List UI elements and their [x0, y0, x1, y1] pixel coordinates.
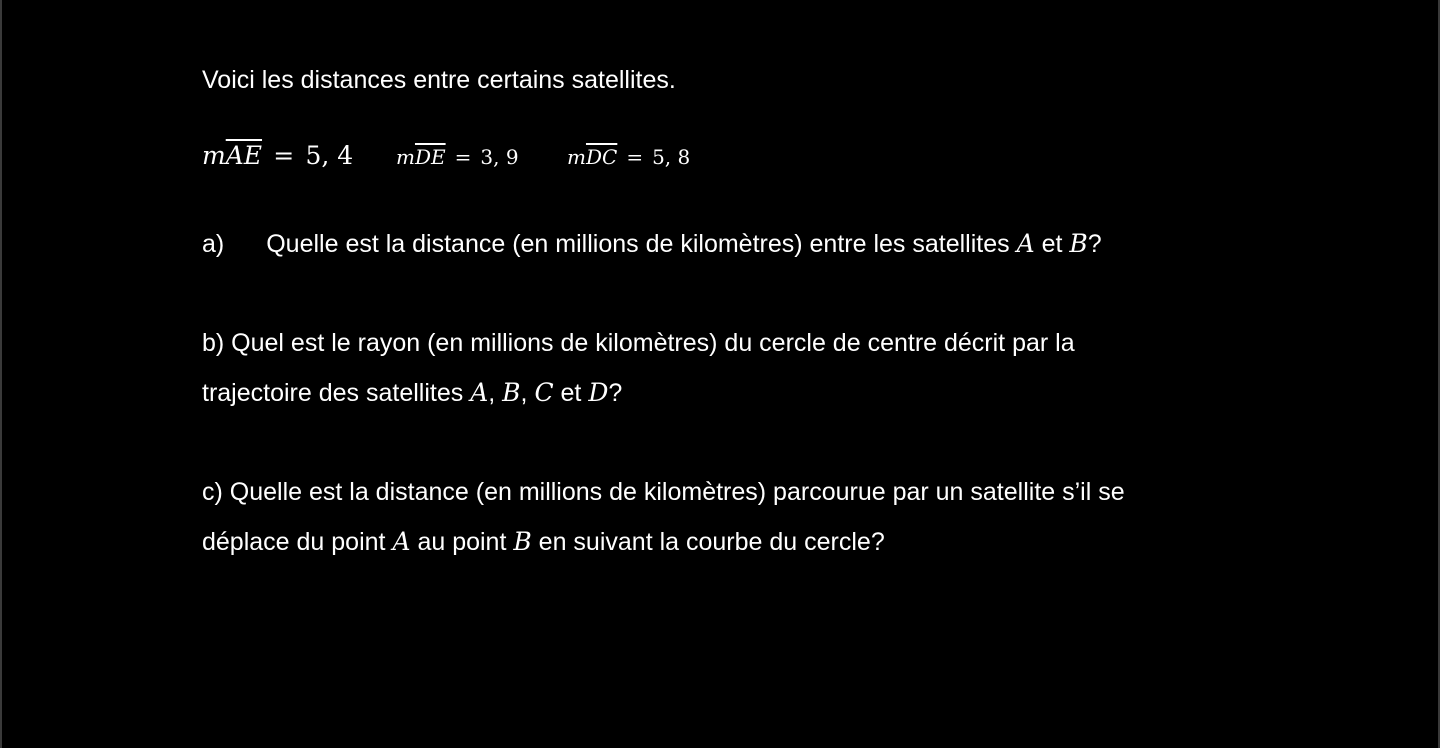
question-b-var-a: A: [470, 378, 489, 407]
measure-segment: $\overline{AE}$: [225, 141, 263, 170]
question-b-var-c: C: [534, 378, 554, 407]
question-b-line-2: [202, 378, 622, 408]
measure-equals: =: [273, 141, 295, 170]
measure-ae: [202, 141, 353, 170]
question-a-var-a: A: [1016, 229, 1035, 258]
question-c-text: déplace du point: [202, 528, 393, 556]
question-b-text: trajectoire des satellites: [202, 379, 471, 407]
question-b-sep: ,: [488, 379, 503, 407]
measure-segment: $\overline{DC}$: [585, 145, 618, 169]
question-b-text: ?: [608, 379, 623, 407]
question-c-text: en suivant la courbe du cercle?: [531, 528, 885, 556]
question-c-var-a: A: [392, 527, 411, 556]
measure-dc: [567, 145, 690, 169]
question-a-text: Quelle est la distance (en millions de kilomètres) entre les satellites: [266, 230, 1017, 258]
question-b-var-d: D: [588, 378, 609, 407]
measure-value: 3, 9: [480, 145, 519, 169]
question-c-var-b: B: [513, 527, 532, 556]
measure-equals: =: [626, 145, 644, 169]
measure-value: 5, 8: [652, 145, 691, 169]
question-b-sep: ,: [520, 379, 535, 407]
question-a-label: a): [202, 230, 225, 258]
question-c-text: au point: [410, 528, 514, 556]
measure-equals: =: [454, 145, 472, 169]
measure-prefix: m: [202, 141, 226, 170]
intro-text: Voici les distances entre certains satellites.: [202, 66, 676, 94]
measure-value: 5, 4: [305, 141, 354, 170]
measure-prefix: m: [567, 145, 586, 169]
question-b-text: et: [553, 379, 589, 407]
question-c-line-2: [202, 527, 885, 557]
question-b-var-b: B: [502, 378, 521, 407]
question-c-line-1: c) Quelle est la distance (en millions de kilomètres) parcourue par un satellite s’il se: [202, 478, 1125, 506]
question-a-text: et: [1034, 230, 1070, 258]
measure-prefix: m: [396, 145, 415, 169]
question-a-var-b: B: [1069, 229, 1088, 258]
question-b-line-1: b) Quel est le rayon (en millions de kilomètres) du cercle de centre décrit par la: [202, 329, 1075, 357]
measure-de: [396, 145, 519, 169]
measure-segment: $\overline{DE}$: [414, 145, 446, 169]
question-a: [202, 229, 1102, 259]
question-a-text: ?: [1087, 230, 1102, 258]
